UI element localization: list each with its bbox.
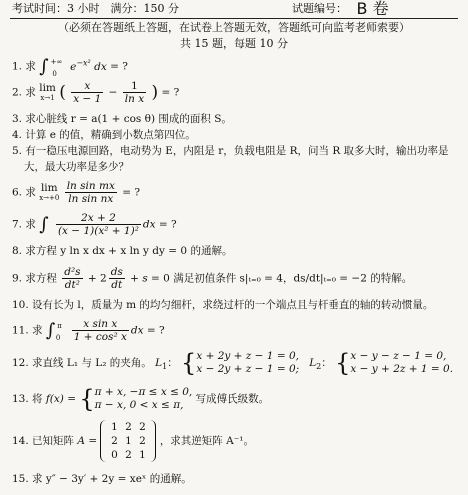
question-9: 9. 求方程 $\frac{\text{d²s}}{\text{dt²}}$ + 2 $\frac{ds}{dt}$ + s = 0 满足初值条件 s|ₜ₌₀ = 4，ds/dt|ₜ₌₀ = −2 的特解。: [12, 266, 413, 291]
question-12: 12. 求直线 L₁ 与 L₂ 的夹角。 $L_1$： {x + 2y + z − 1 = 0, x − 2y + z − 1 = 0; $L_2$： {x − y − z − 1 = 0, x − y + 2z + 1 = 0.: [12, 349, 454, 377]
question-count: 共 15 题，每题 10 分: [180, 37, 288, 50]
question-7: 7. 求 ∫ $\frac{2x + 2}{\text{(x − 1)(x² + 1)²}}$ dx = ?: [12, 212, 177, 237]
question-8: 8. 求方程 y ln x dx + x ln y dy = 0 的通解。: [12, 245, 233, 257]
question-13: 13. 将 f(x) = {π + x, −π ≤ x ≤ 0, π − x, 0 < x ≤ π, 写成傅氏级数。: [12, 385, 270, 413]
question-4: 4. 计算 e 的值，精确到小数点第四位。: [12, 129, 196, 141]
question-10: 10. 设有长为 l，质量为 m 的均匀细杆，求绕过杆的一个端点且与杆垂直的轴的转动惯量。: [12, 299, 434, 311]
question-5: 5. 有一稳压电源回路，电动势为 E，内阻是 r，负载电阻是 R，问当 R 取多大时，输出功率是: [12, 145, 449, 157]
question-6: 6. 求 lim x→+0 $\frac{\text{ln sin mx}}{\text{ln sin nx}}$ = ?: [12, 180, 140, 205]
paper-code-value: B 卷: [356, 0, 389, 18]
question-11: 11. 求 ∫ $^\pi_0$ $\frac{\text{x sin x}}{\text{1 + cos² x}}$ dx = ?: [12, 318, 165, 343]
question-3: 3. 求心脏线 r = a(1 + cos θ) 围成的面积 S。: [12, 113, 232, 125]
exam-info: 考试时间：3 小时 满分：150 分: [12, 2, 179, 15]
question-1: 1. 求 ∫ +∞$_0$ $e^{-x^2}$ dx = ?: [12, 55, 128, 78]
question-15: 15. 求 y″ − 3y′ + 2y = xeˣ 的通解。: [12, 473, 192, 485]
question-14: 14. 已知矩阵 A = 1 2 2 2 1 2 0 2 1 ，求其逆矩阵 A⁻¹。: [12, 421, 254, 461]
matrix-a: 1 2 2 2 1 2 0 2 1: [100, 420, 156, 462]
paper-code-label: 试题编号：: [292, 2, 347, 15]
header-rule: [10, 18, 458, 19]
answer-notice: （必须在答题纸上答题，在试卷上答题无效，答题纸可向监考老师索要）: [58, 21, 410, 34]
header-bar: [12, 0, 456, 18]
question-5-cont: 大，最大功率是多少？: [24, 161, 129, 173]
paper-code: [292, 0, 389, 18]
question-2: 2. 求 lim x→1 ( $\frac{x}{x - 1}$ − $\frac{1}{\text{ln x}}$ ) = ?: [12, 80, 180, 105]
